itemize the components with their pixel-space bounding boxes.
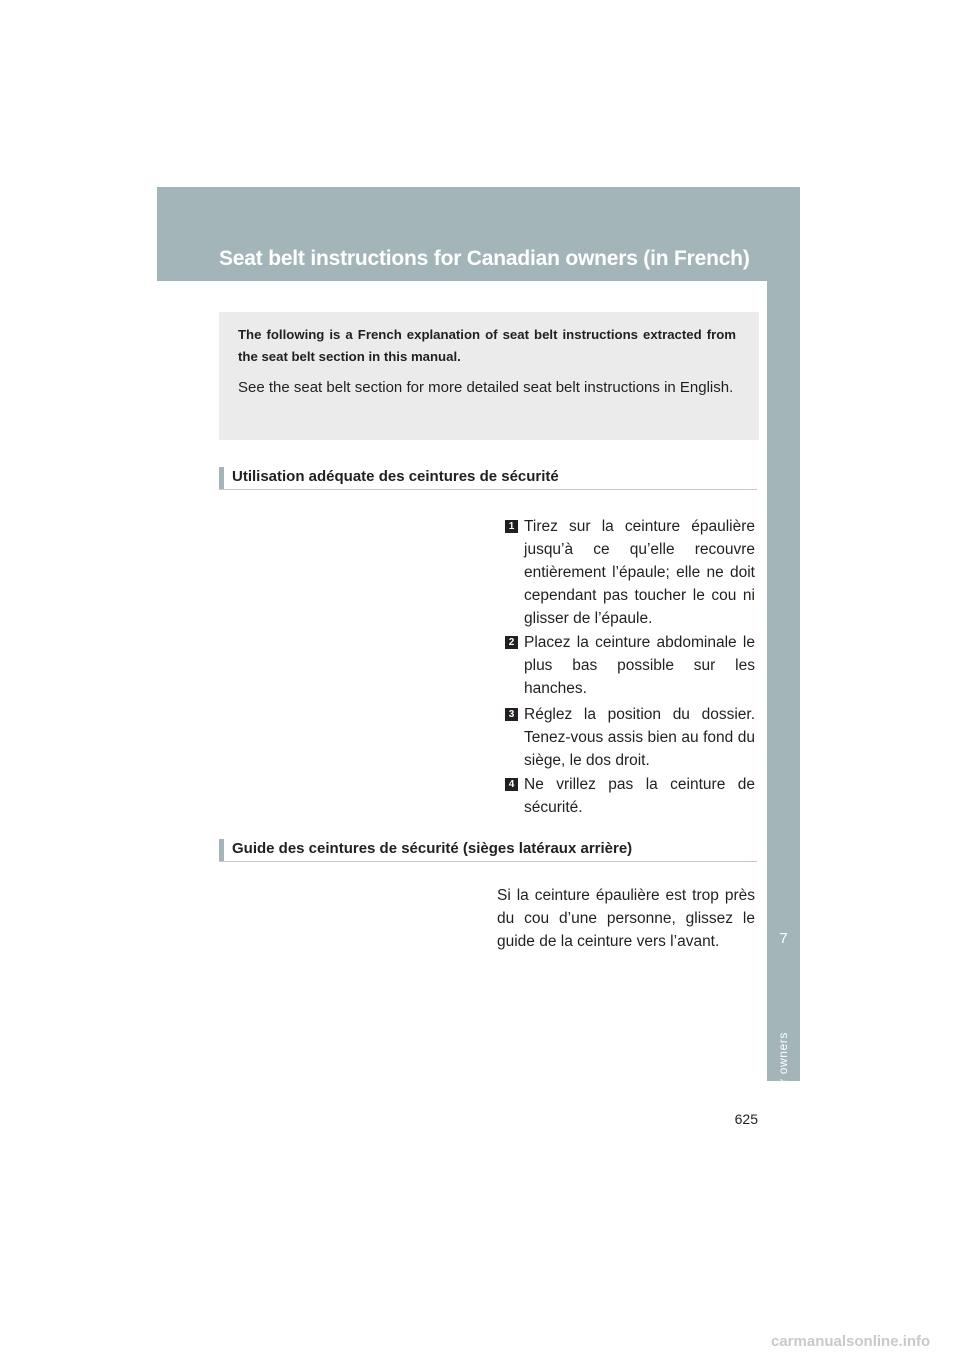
heading-bar [219, 839, 224, 861]
chapter-tab [767, 281, 800, 1081]
step-text: Tirez sur la ceinture épaulière jusqu’à ce qu’elle recouvre entièrement l’épaule; elle ne doit cependant pas toucher le cou ni glisser de l’épaule. [524, 518, 755, 627]
section-heading-text: Guide des ceintures de sécurité (sièges latéraux arrière) [232, 840, 633, 857]
section-heading-belt-guide [219, 839, 757, 862]
page-title: Seat belt instructions for Canadian owners (in French) [219, 247, 750, 270]
belt-guide-text: Si la ceinture épaulière est trop près du cou d’une personne, glissez le guide de la ceinture vers l’avant. [497, 887, 755, 950]
chapter-number: 7 [779, 930, 788, 947]
intro-bold-text: The following is a French explanation of seat belt instructions extracted from the seat belt section in this manual. [238, 327, 736, 364]
page-number: 625 [734, 1111, 758, 1127]
section-heading-proper-use [219, 467, 757, 490]
step-marker: 1 [505, 520, 518, 533]
step-text: Ne vrillez pas la ceinture de sécurité. [524, 776, 755, 816]
step-marker: 3 [505, 708, 518, 721]
step-text: Placez la ceinture abdominale le plus bas possible sur les hanches. [524, 634, 755, 697]
step-marker: 4 [505, 778, 518, 791]
heading-bar [219, 467, 224, 489]
intro-box [219, 312, 759, 440]
step-text: Réglez la position du dossier. Tenez-vous assis bien au fond du siège, le dos droit. [524, 706, 755, 769]
chapter-label-text: For owners [776, 1031, 790, 1099]
watermark: carmanualsonline.info [771, 1333, 931, 1350]
section-heading-text: Utilisation adéquate des ceintures de sécurité [232, 468, 559, 485]
step-marker: 2 [505, 636, 518, 649]
intro-regular-text: See the seat belt section for more detailed seat belt instructions in English. [238, 379, 734, 396]
